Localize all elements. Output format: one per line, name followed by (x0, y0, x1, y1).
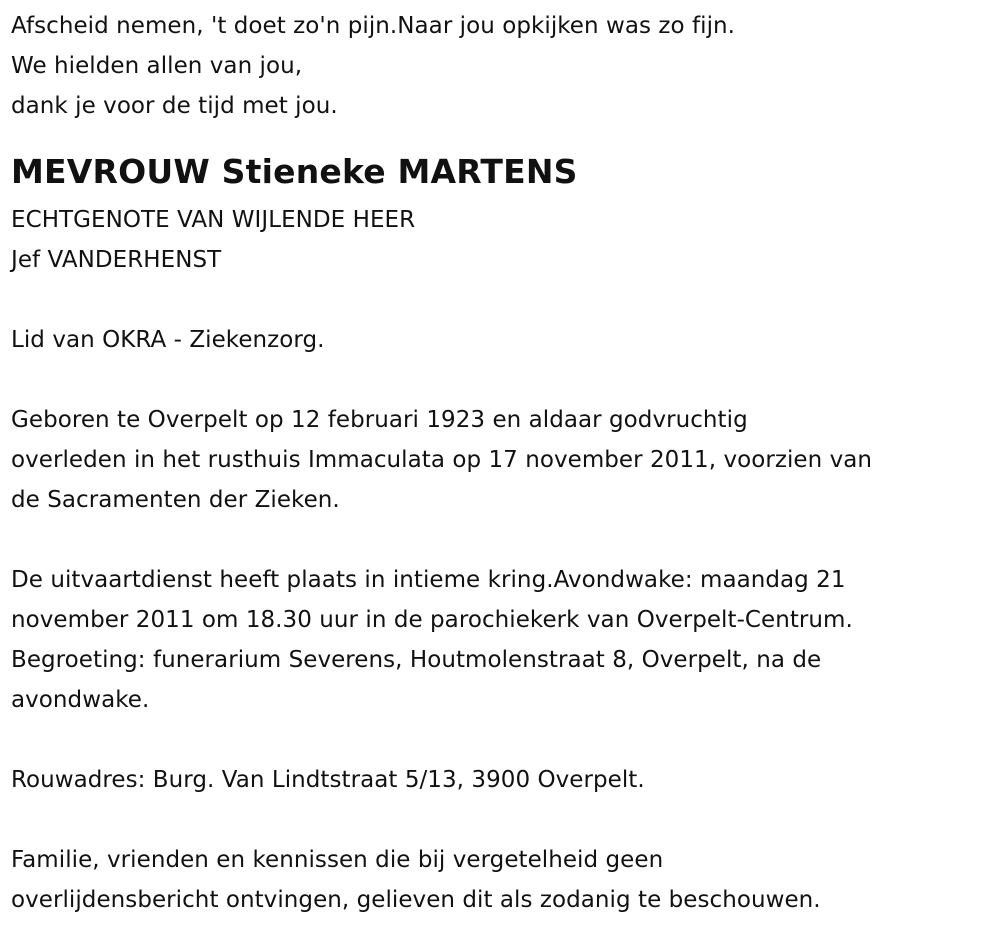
paragraph-line: avondwake. (11, 687, 150, 713)
paragraph-line: De uitvaartdienst heeft plaats in intieme kring.Avondwake: maandag 21 (11, 567, 846, 593)
paragraph-line: overlijdensbericht ontvingen, gelieven dit als zodanig te beschouwen. (11, 887, 821, 913)
paragraph-line: Familie, vrienden en kennissen die bij vergetelheid geen (11, 847, 664, 873)
deceased-name: MEVROUW Stieneke MARTENS (11, 152, 578, 191)
spouse-name: Jef VANDERHENST (11, 247, 222, 273)
birth-death-paragraph (11, 400, 1000, 520)
poem-line: We hielden allen van jou, (11, 53, 303, 79)
paragraph-line: Geboren te Overpelt op 12 februari 1923 en aldaar godvruchtig (11, 407, 748, 433)
spacer (11, 800, 1000, 840)
membership-text: Lid van OKRA - Ziekenzorg. (11, 327, 325, 353)
spacer (11, 520, 1000, 560)
paragraph-line: overleden in het rusthuis Immaculata op 17 november 2011, voorzien van (11, 447, 873, 473)
paragraph-line: de Sacramenten der Zieken. (11, 487, 340, 513)
spacer (11, 360, 1000, 400)
paragraph-line: Begroeting: funerarium Severens, Houtmolenstraat 8, Overpelt, na de (11, 647, 822, 673)
poem-line: dank je voor de tijd met jou. (11, 93, 338, 119)
notice-paragraph (11, 840, 1000, 920)
poem (11, 6, 1000, 126)
paragraph-line: november 2011 om 18.30 uur in de parochiekerk van Overpelt-Centrum. (11, 607, 853, 633)
service-paragraph (11, 560, 1000, 720)
relation-text: ECHTGENOTE VAN WIJLENDE HEER (11, 207, 416, 233)
mourning-address: Rouwadres: Burg. Van Lindtstraat 5/13, 3900 Overpelt. (11, 767, 645, 793)
spacer (11, 280, 1000, 320)
spacer (11, 720, 1000, 760)
poem-line: Afscheid nemen, 't doet zo'n pijn.Naar jou opkijken was zo fijn. (11, 13, 736, 39)
